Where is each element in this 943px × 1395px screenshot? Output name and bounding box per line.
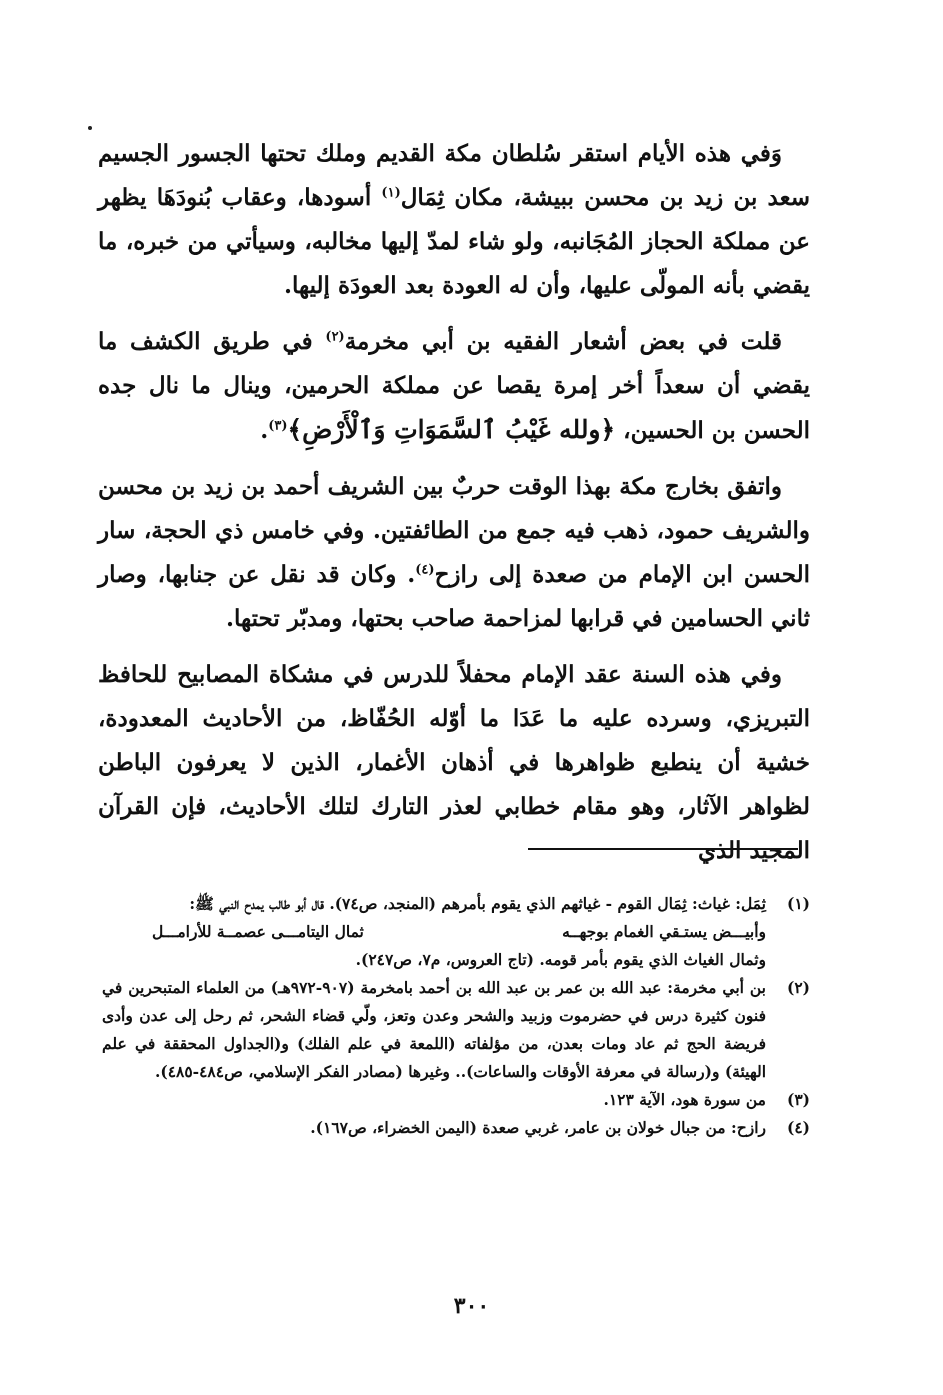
footnote-1 [102,890,810,974]
footnote-text-tail: وثمال الغياث الذي يقوم بأمر قومه. (تاج العروس، م٧، ص٢٤٧). [355,950,766,969]
paragraph-2 [98,320,810,453]
footnote-ref-3: (٣) [268,418,288,434]
footnotes [102,890,810,1142]
footnote-number: (١) [786,894,810,913]
footnote-ref-2: (٢) [325,329,345,345]
footnote-ref-4: (٤) [415,562,435,578]
footnote-number: (٤) [786,1118,810,1137]
footnote-3 [102,1086,810,1114]
footnote-text: ثِمَل: غياث: ثِمَال القوم - غياثهم الذي يقوم بأمرهم (المنجد، ص٧٤). قال أبو طالب يمدح النبي ﷺ: [189,894,766,913]
footnote-number: (٢) [786,978,810,997]
footnote-ref-1: (١) [381,185,401,201]
paragraph-4 [98,653,810,873]
paragraph-2-text-b: في طريق الكشف ما يقضي أن سعداً أخر إمرة يقصا عن مملكة الحرمين، وينال ما نال جده الحسن بن الحسين، [98,328,810,444]
paragraph-1-text-b: أسودها، وعقاب بُنودَهَا يظهر عن مملكة الحجاز المُجَانبه، ولو شاء لمدّ إليها مخالبه، وسيأتي من خبره، ما يقضي بأنه المولّى عليها، وأن له العودة بعد العودَة إليها. [98,184,810,299]
paragraph-3-text-a: واتفق بخارج مكة بهذا الوقت حربٌ بين الشريف أحمد بن زيد بن محسن والشريف حمود، ذهب فيه جمع من الطائفتين. وفي خامس ذي الحجة، سار الحسن ابن الإمام من صعدة إلى رازح [98,473,810,588]
ink-dot [88,126,92,130]
footnote-4 [102,1114,810,1142]
quran-verse: ﴿ولله غَيْبُ ٱلسَّمَوَاتِ وَٱلْأَرْضِ﴾ [287,415,616,444]
footnote-text: بن أبي مخرمة: عبد الله بن عمر بن عبد الله بن أحمد بامخرمة (٩٠٧-٩٧٢هـ) من العلماء المتبحرين في فنون كثيرة درس في حضرموت وزبيد والشحر وعدن وتعز، ولّي قضاء الشحر، ثم رحل إلى عدن وأدى فريضة الحج ثم عاد ومات بعدن، من مؤلفاته (اللمعة في علم الفلك) و(الجداول المحققة في علم الهيئة) و(رسالة في معرفة الأوقات والساعات).. وغيرها (مصادر الفكر الإسلامي، ص٤٨٤-٤٨٥). [102,978,767,1081]
paragraph-3 [98,465,810,641]
footnote-text: رازح: من جبال خولان بن عامر، غربي صعدة (اليمن الخضراء، ص١٦٧). [310,1118,766,1137]
footnote-number: (٣) [786,1090,810,1109]
paragraph-2-end: . [260,417,269,444]
paragraph-1 [98,132,810,308]
footnote-body [102,890,766,974]
footnote-text: من سورة هود، الآية ١٢٣. [603,1090,766,1109]
main-text [98,132,810,885]
verse-first-hemistich: وأبيـــض يستـقي الغمام بوجهــه [562,922,766,941]
paragraph-2-text-a: قلت في بعض أشعار الفقيه بن أبي مخرمة [344,328,782,355]
paragraph-1-text-a: وَفي هذه الأيام استقر سُلطان مكة القديم وملك تحتها الجسور الجسيم سعد بن زيد بن محسن ببيشة، مكان ثِمَال [98,140,810,211]
page-number: ٣٠٠ [453,1293,490,1319]
verse-second-hemistich: ثمال اليتامـــى عصمــة للأرامـــل [152,922,364,941]
paragraph-3-text-b: . وكان قد نقل عن جنابها، وصار ثاني الحسامين في قرابها لمزاحمة صاحب بحتها، ومدبّر تحتها. [98,561,810,632]
footnote-2 [102,974,810,1086]
paragraph-4-text: وفي هذه السنة عقد الإمام محفلاً للدرس في مشكاة المصابيح للحافظ التبريزي، وسرده عليه ما عَدَا ما أوّله الحُفّاظ، من الأحاديث المعدودة، خشية أن ينطبع ظواهرها في أذهان الأغمار، الذين لا يعرفون الباطن لظواهر الآثار، وهو مقام خطابي لعذر التارك لتلك الأحاديث، فإن القرآن المجيد الذي [98,661,810,864]
poetry-verse [102,918,766,946]
footnote-separator [528,848,798,850]
